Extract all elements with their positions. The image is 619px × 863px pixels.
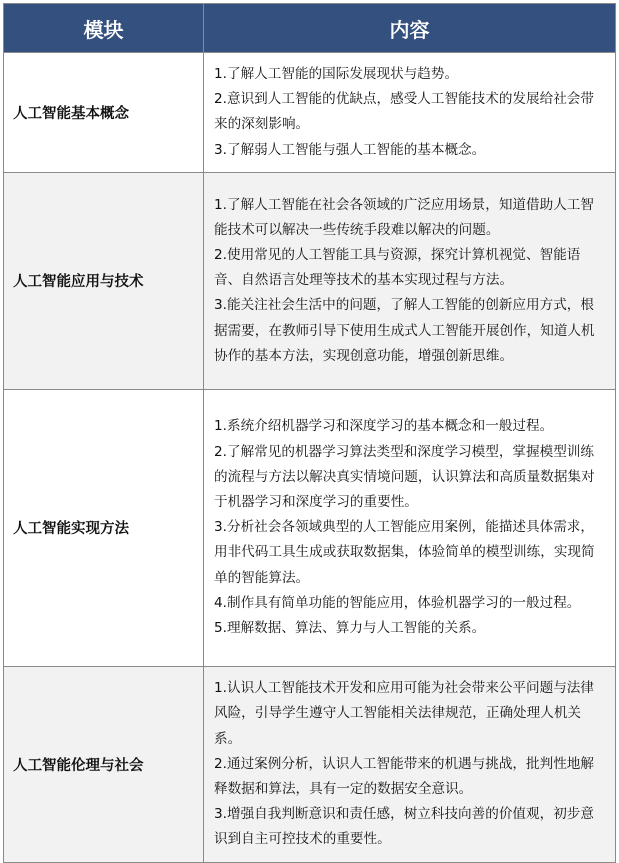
curriculum-table-container [3, 3, 615, 863]
content-item: 2.使用常见的人工智能工具与资源，探究计算机视觉、智能语音、自然语言处理等技术的基本实现过程与方法。 [214, 247, 581, 289]
content-item: 1.了解人工智能的国际发展现状与趋势。 [214, 66, 459, 82]
table-row [4, 666, 616, 862]
module-cell: 人工智能伦理与社会 [4, 666, 204, 862]
content-item: 1.认识人工智能技术开发和应用可能为社会带来公平问题与法律风险，引导学生遵守人工智能相关法律规范，正确处理人机关系。 [214, 680, 594, 747]
content-item: 1.了解人工智能在社会各领域的广泛应用场景，知道借助人工智能技术可以解决一些传统手段难以解决的问题。 [214, 196, 594, 238]
curriculum-table [3, 3, 616, 863]
content-item: 2.意识到人工智能的优缺点，感受人工智能技术的发展给社会带来的深刻影响。 [214, 91, 594, 133]
table-row [4, 172, 616, 389]
content-item: 2.了解常见的机器学习算法类型和深度学习模型，掌握模型训练的流程与方法以解决真实情境问题，认识算法和高质量数据集对于机器学习和深度学习的重要性。 [214, 443, 595, 510]
content-cell [204, 53, 616, 173]
header-content: 内容 [204, 4, 616, 53]
module-cell: 人工智能应用与技术 [4, 172, 204, 389]
content-item: 4.制作具有简单功能的智能应用，体验机器学习的一般过程。 [214, 594, 581, 611]
table-header-row [4, 4, 616, 53]
content-cell [204, 666, 616, 862]
content-item: 1.系统介绍机器学习和深度学习的基本概念和一般过程。 [214, 418, 554, 435]
content-item: 3.分析社会各领域典型的人工智能应用案例，能描述具体需求，用非代码工具生成或获取数据集，体验简单的模型训练，实现简单的智能算法。 [214, 519, 595, 586]
content-item: 3.了解弱人工智能与强人工智能的基本概念。 [214, 141, 486, 158]
content-item: 3.增强自我判断意识和责任感，树立科技向善的价值观，初步意识到自主可控技术的重要性。 [214, 806, 594, 848]
content-item: 2.通过案例分析，认识人工智能带来的机遇与挑战，批判性地解释数据和算法，具有一定的数据安全意识。 [214, 755, 594, 797]
table-row [4, 53, 616, 173]
content-item: 3.能关注社会生活中的问题，了解人工智能的创新应用方式，根据需要，在教师引导下使用生成式人工智能开展创作，知道人机协作的基本方法，实现创意功能，增强创新思维。 [214, 297, 595, 364]
content-item: 5.理解数据、算法、算力与人工智能的关系。 [214, 620, 486, 637]
content-cell [204, 172, 616, 389]
module-cell: 人工智能实现方法 [4, 389, 204, 666]
module-cell: 人工智能基本概念 [4, 53, 204, 173]
content-cell [204, 389, 616, 666]
header-module: 模块 [4, 4, 204, 53]
table-row [4, 389, 616, 666]
